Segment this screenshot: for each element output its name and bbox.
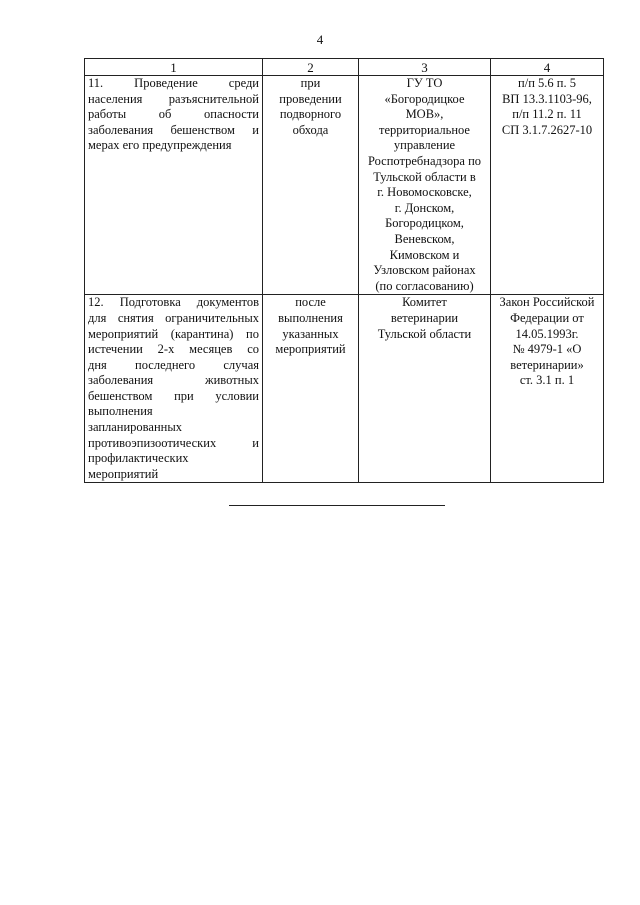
cell-line: 14.05.1993г. <box>515 326 579 341</box>
cell-line: МОВ», <box>405 107 444 122</box>
cell-line: 12. Подготовка документов <box>88 295 259 310</box>
cell-line: для снятия ограничительных <box>88 310 259 325</box>
cell-line: противоэпизоотических и <box>88 435 259 450</box>
cell-line: «Богородицкое <box>384 91 465 106</box>
cell-line: Богородицком, <box>385 216 464 231</box>
measure-description <box>85 76 263 295</box>
cell-line: ветеринарии <box>390 310 459 325</box>
cell-line: выполнения <box>88 404 153 419</box>
measure-legal-basis <box>491 295 604 483</box>
measure-responsible <box>359 76 491 295</box>
cell-line: Узловском районах <box>373 263 476 278</box>
cell-line: мероприятий (карантина) по <box>88 326 259 341</box>
cell-line: заболевания бешенством и <box>88 122 259 137</box>
cell-line: СП 3.1.7.2627-10 <box>501 122 593 137</box>
table-header-row <box>85 59 604 76</box>
cell-line: дня последнего случая <box>88 357 259 372</box>
cell-line: при <box>300 76 321 90</box>
column-header-2: 2 <box>263 59 359 76</box>
cell-line: г. Новомосковске, <box>377 185 472 200</box>
cell-line: управление <box>393 138 456 153</box>
measure-legal-basis <box>491 76 604 295</box>
cell-line: указанных <box>282 326 339 341</box>
cell-line: мерах его предупреждения <box>88 138 232 153</box>
cell-line: Роспотребнадзора по <box>367 153 482 168</box>
cell-line: Веневском, <box>394 231 455 246</box>
cell-line: ВП 13.3.1103-96, <box>502 91 592 106</box>
cell-line: 11. Проведение среди <box>88 76 259 90</box>
cell-line: ветеринарии» <box>510 357 584 372</box>
measure-description <box>85 295 263 483</box>
cell-line: территориальное <box>379 122 470 137</box>
cell-line: Закон Российской <box>499 295 595 310</box>
cell-line: ГУ ТО <box>406 76 443 90</box>
table-row <box>85 295 604 483</box>
table-row <box>85 76 604 295</box>
column-header-1: 1 <box>85 59 263 76</box>
cell-line: Федерации от <box>510 310 584 325</box>
cell-line: № 4979-1 «О <box>512 342 582 357</box>
cell-line: ст. 3.1 п. 1 <box>519 373 575 388</box>
end-of-document-rule <box>229 505 445 506</box>
cell-line: населения разъяснительной <box>88 91 259 106</box>
cell-line: бешенством при условии <box>88 388 259 403</box>
cell-line: подворного <box>279 107 342 122</box>
cell-line: Кимовском и <box>389 247 460 262</box>
cell-line: п/п 5.6 п. 5 <box>518 76 576 90</box>
cell-line: профилактических <box>88 451 189 466</box>
measure-timing <box>263 76 359 295</box>
cell-line: п/п 11.2 п. 11 <box>512 107 582 122</box>
cell-line: Тульской области в <box>373 169 476 184</box>
cell-line: г. Донском, <box>394 200 455 215</box>
cell-line: истечении 2-х месяцев со <box>88 342 259 357</box>
column-header-4: 4 <box>491 59 604 76</box>
cell-line: работы об опасности <box>88 107 259 122</box>
cell-line: Тульской области <box>377 326 472 341</box>
cell-line: заболевания животных <box>88 373 259 388</box>
cell-line: проведении <box>279 91 342 106</box>
cell-line: Комитет <box>402 295 447 310</box>
cell-line: запланированных <box>88 420 182 435</box>
cell-line: обхода <box>292 122 329 137</box>
cell-line: (по согласованию) <box>375 278 474 293</box>
cell-line: мероприятий <box>88 466 159 481</box>
column-header-3: 3 <box>359 59 491 76</box>
measure-responsible <box>359 295 491 483</box>
measures-table <box>84 58 604 483</box>
page-number: 4 <box>316 32 324 47</box>
measure-timing <box>263 295 359 483</box>
cell-line: после <box>295 295 326 310</box>
cell-line: мероприятий <box>275 342 346 357</box>
cell-line: выполнения <box>278 310 343 325</box>
